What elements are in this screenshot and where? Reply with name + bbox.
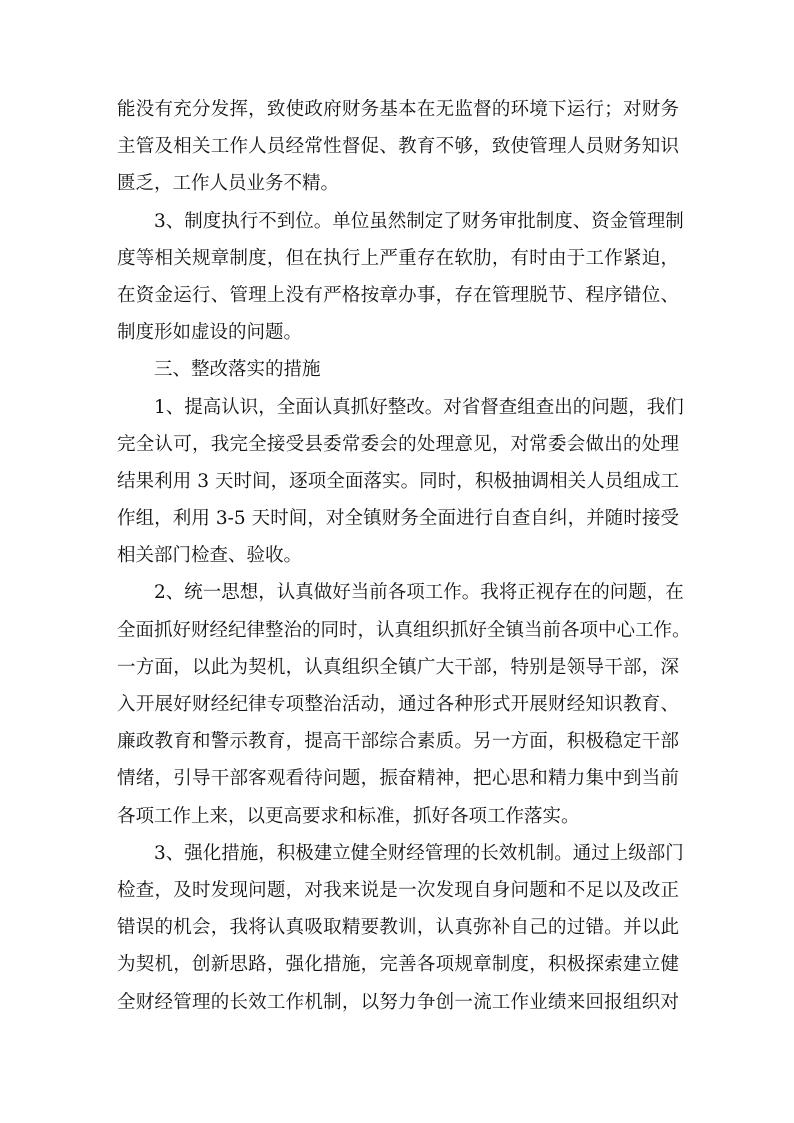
text-line: 为契机，创新思路，强化措施，完善各项规章制度，积极探索建立健 (117, 954, 679, 976)
text-line: 全财经管理的长效工作机制，以努力争创一流工作业绩来回报组织对 (117, 991, 679, 1013)
text-line: 1、提高认识，全面认真抓好整改。对省督查组查出的问题，我们 (154, 396, 684, 418)
text-line: 完全认可，我完全接受县委常委会的处理意见，对常委会做出的处理 (117, 433, 679, 455)
text-line: 2、统一思想，认真做好当前各项工作。我将正视存在的问题，在 (154, 582, 684, 604)
text-line: 度等相关规章制度，但在执行上严重存在软肋，有时由于工作紧迫， (117, 247, 679, 269)
text-line: 制度形如虚设的问题。 (117, 322, 303, 344)
document-body (117, 91, 691, 1021)
text-line: 错误的机会，我将认真吸取精要教训，认真弥补自己的过错。并以此 (117, 917, 679, 939)
text-line: 三、整改落实的措施 (154, 359, 321, 381)
text-line: 情绪，引导干部客观看待问题，振奋精神，把心思和精力集中到当前 (117, 768, 679, 790)
text-line: 检查，及时发现问题，对我来说是一次发现自身问题和不足以及改正 (117, 879, 679, 901)
text-line: 全面抓好财经纪律整治的同时，认真组织抓好全镇当前各项中心工作。 (117, 619, 691, 641)
text-line: 作组，利用 3-5 天时间，对全镇财务全面进行自查自纠，并随时接受 (117, 508, 679, 530)
text-line: 相关部门检查、验收。 (117, 545, 303, 567)
text-line: 结果利用 3 天时间，逐项全面落实。同时，积极抽调相关人员组成工 (117, 470, 679, 492)
text-line: 3、制度执行不到位。单位虽然制定了财务审批制度、资金管理制 (154, 210, 684, 232)
text-line: 匮乏，工作人员业务不精。 (117, 173, 340, 195)
text-line: 能没有充分发挥，致使政府财务基本在无监督的环境下运行；对财务 (117, 99, 679, 120)
text-line: 各项工作上来，以更高要求和标准，抓好各项工作落实。 (117, 805, 580, 827)
text-line: 廉政教育和警示教育，提高干部综合素质。另一方面，积极稳定干部 (117, 731, 679, 753)
text-line: 入开展好财经纪律专项整治活动，通过各种形式开展财经知识教育、 (117, 694, 679, 715)
text-line: 主管及相关工作人员经常性督促、教育不够，致使管理人员财务知识 (117, 136, 679, 158)
text-line: 一方面，以此为契机，认真组织全镇广大干部，特别是领导干部，深 (117, 656, 679, 678)
text-line: 3、强化措施，积极建立健全财经管理的长效机制。通过上级部门 (154, 842, 684, 864)
text-line: 在资金运行、管理上没有严格按章办事，存在管理脱节、程序错位、 (117, 284, 679, 306)
